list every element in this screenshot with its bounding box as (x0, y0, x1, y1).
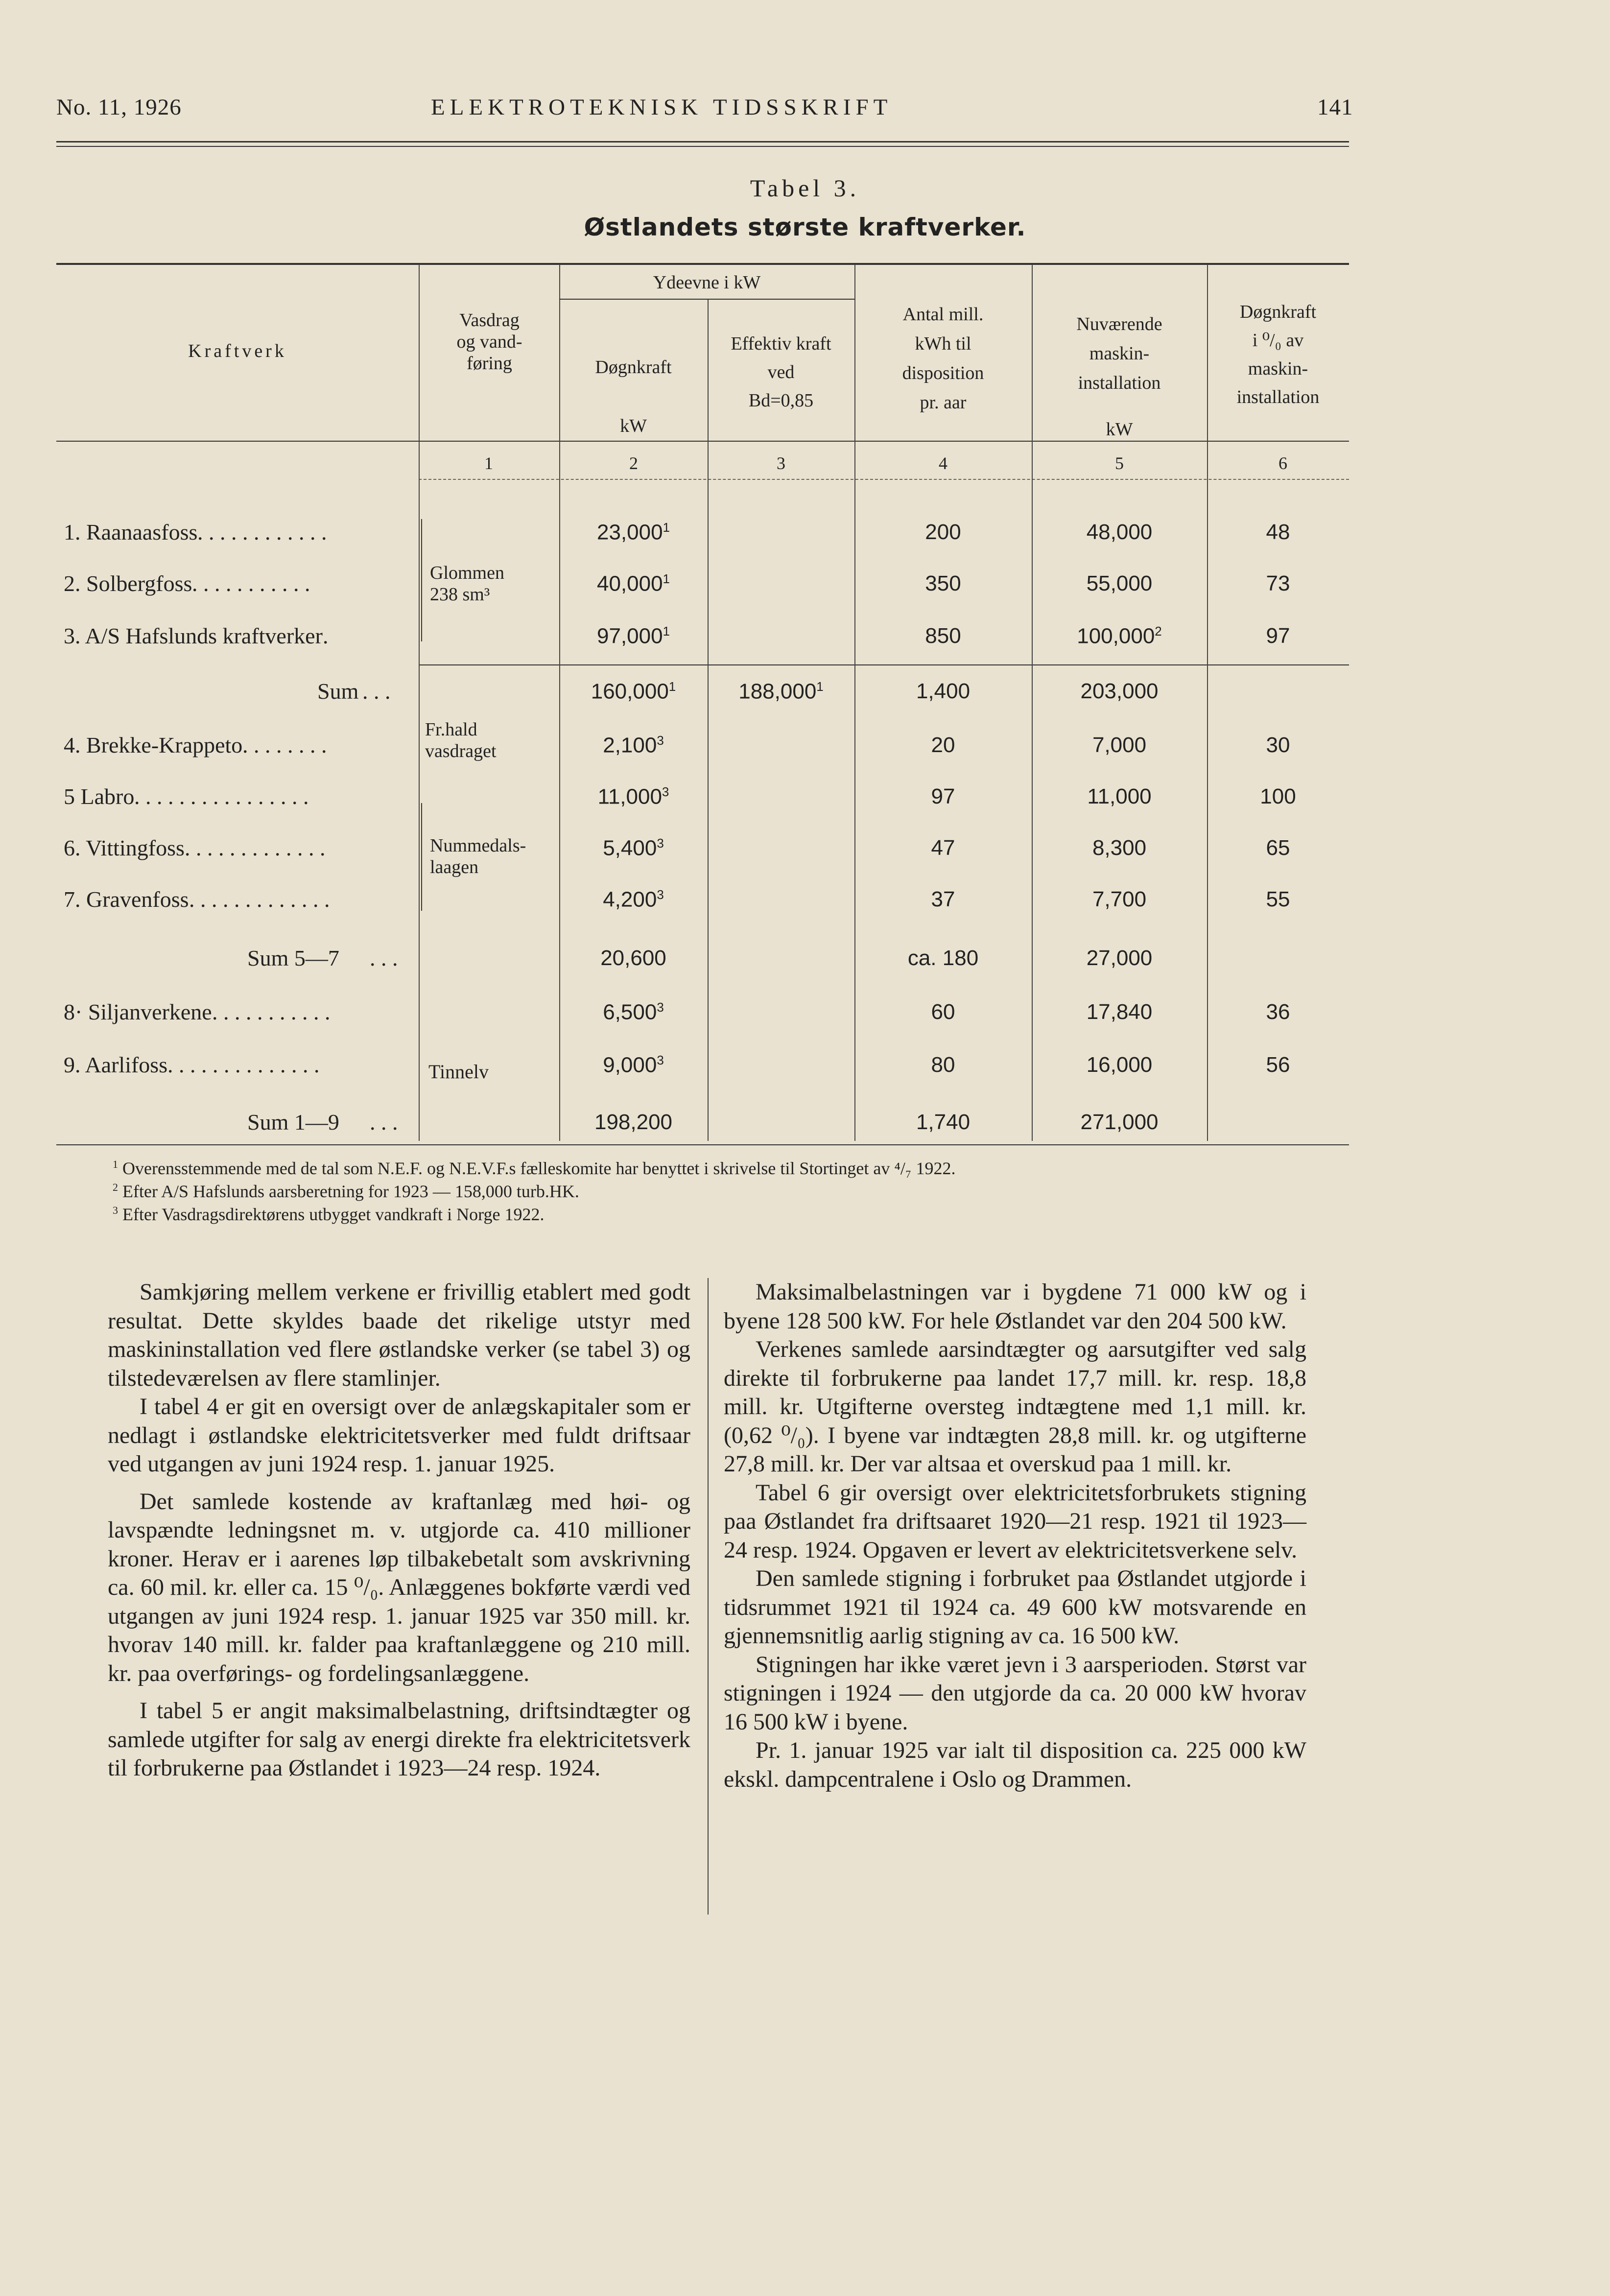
cell-dognkraft: 97,000$^1$ (596, 624, 670, 648)
cell-antal: 80 (931, 1053, 955, 1077)
paragraph: Verkenes samlede aarsindtægter og aarsutgifter ved salg direkte til forbrukerne paa landet 17,7 mill. kr. resp. 18,8 mill. kr. Utgifterne oversteg indtægtene med 1,1 mill. kr. (0,62 ⁰/₀). I byene var indtægten 28,8 mill. kr. og utgifterne 27,8 mill. kr. Der var altsaa et overskud paa 1 mill. kr. (724, 1336, 1306, 1477)
row-leader-dots: . . . . . . . . . . . . . (185, 835, 326, 860)
cell-antal: ca. 180 (907, 946, 979, 970)
row-leader-dots: . . . . . . . . . . . . . . . . (134, 784, 309, 809)
cell-antal: 850 (925, 624, 961, 648)
header-antal-kwh: Antal mill. kWh til disposition pr. aar (902, 304, 984, 413)
colnum-6: 6 (1279, 453, 1287, 473)
nummedal-bracket (421, 803, 427, 911)
cell-nuvaerende: 271,000 (1080, 1110, 1159, 1134)
vasdrag-glommen: Glommen 238 sm³ (430, 563, 504, 605)
row-leader-dots: . . . (370, 1110, 398, 1135)
vasdrag-tinnelv: Tinnelv (428, 1061, 489, 1083)
table-bottom-rule (56, 1144, 1349, 1145)
header-dognkraft: Døgnkraft (595, 357, 672, 378)
cell-antal: 60 (931, 1000, 955, 1024)
ydeevne-rule (559, 299, 854, 300)
header-dognkraft-unit: kW (620, 416, 647, 436)
cell-dognkraft: 23,000$^1$ (596, 520, 670, 544)
header-vasdrag: Vasdrag og vand- føring (456, 310, 522, 374)
colnum-4: 4 (939, 453, 947, 473)
header-nuvaerende: Nuværende maskin- installation (1076, 314, 1162, 393)
issue-number: No. 11, 1926 (56, 95, 182, 120)
header-rule-bottom (56, 146, 1349, 147)
cell-nuvaerende: 48,000 (1086, 520, 1153, 544)
paragraph: Den samlede stigning i forbruket paa Østlandet utgjorde i tidsrummet 1921 til 1924 ca. 49 600 kW motsvarende en gjennemsnitlig aarlig stigning av ca. 16 500 kW. (724, 1565, 1306, 1649)
cell-dognkraft: 4,200$^3$ (603, 887, 664, 912)
cell-dognkraft: 5,400$^3$ (603, 836, 664, 860)
cell-nuvaerende: 8,300 (1092, 836, 1147, 860)
cell-antal: 1,400 (916, 679, 971, 703)
cell-pct: 48 (1266, 520, 1290, 544)
cell-pct: 65 (1266, 836, 1290, 860)
cell-dognkraft: 198,200 (594, 1110, 673, 1134)
header-pct: Døgnkraft i ⁰/₀ av maskin- installation (1236, 302, 1320, 407)
row-leader-dots: . (323, 623, 329, 648)
cell-dognkraft: 6,500$^3$ (603, 1000, 664, 1024)
header-rule-top (56, 141, 1349, 142)
row-name: Sum 5—7 (247, 946, 339, 970)
row-name: 8· Siljanverkene (64, 999, 212, 1024)
row-name: Sum (317, 679, 359, 704)
row-leader-dots: . . . . . . . . . . . . (197, 520, 327, 544)
row-leader-dots: . . . (370, 946, 398, 970)
row-leader-dots: . . . . . . . . . . . . . (189, 887, 330, 912)
body-left-column (108, 1278, 690, 1783)
cell-antal: 37 (931, 887, 955, 911)
footnote-1: $^1$ Overensstemmende med de tal som N.E.F. og N.E.V.F.s fælleskomite har benyttet i skrivelse til Stortinget av ⁴/₇ 1922. (113, 1158, 956, 1178)
colnum-1: 1 (484, 453, 493, 473)
row-name: 3. A/S Hafslunds kraftverker (64, 623, 323, 648)
paragraph: Maksimalbelastningen var i bygdene 71 000 kW og i byene 128 500 kW. For hele Østlandet var den 204 500 kW. (724, 1279, 1306, 1334)
row-name: 5 Labro (64, 784, 135, 809)
table-top-rule (56, 263, 1349, 265)
cell-nuvaerende: 100,000$^2$ (1077, 624, 1162, 648)
colnum-5: 5 (1115, 453, 1124, 473)
cell-effektiv: 188,000$^1$ (738, 679, 824, 704)
cell-pct: 97 (1266, 624, 1290, 648)
table-title: Østlandets største kraftverker. (584, 213, 1026, 241)
colnum-2: 2 (629, 453, 638, 473)
row-name: 9. Aarlifoss (64, 1052, 168, 1077)
cell-dognkraft: 2,100$^3$ (603, 733, 664, 757)
cell-pct: 36 (1266, 1000, 1290, 1024)
row-leader-dots: . . . . . . . . (242, 733, 327, 757)
cell-dognkraft: 20,600 (600, 946, 666, 970)
glommen-bracket (421, 519, 427, 641)
colnum-3: 3 (777, 453, 785, 473)
paragraph: Tabel 6 gir oversigt over elektricitetsforbrukets stigning paa Østlandet fra driftsaaret 1920—21 resp. 1921 til 1923—24 resp. 1924. Opgaven er levert av elektricitetsverkene selv. (724, 1479, 1306, 1563)
vasdrag-frhald: Fr.hald vasdraget (425, 719, 497, 761)
page-number: 141 (1317, 95, 1353, 120)
row-name: 6. Vittingfoss (64, 835, 185, 860)
cell-antal: 350 (925, 571, 961, 595)
cell-dognkraft: 160,000$^1$ (591, 679, 676, 704)
column-divider (708, 1278, 709, 1915)
cell-antal: 47 (931, 836, 955, 860)
paragraph: Pr. 1. januar 1925 var ialt til disposition ca. 225 000 kW ekskl. dampcentralene i Oslo og Drammen. (724, 1737, 1306, 1792)
cell-pct: 100 (1260, 784, 1296, 808)
footnote-3: $^3$ Efter Vasdragsdirektørens utbygget vandkraft i Norge 1922. (113, 1204, 545, 1224)
group1-rule (419, 664, 1349, 665)
body-right-column (724, 1278, 1306, 1794)
cell-pct: 30 (1266, 733, 1290, 757)
table-label: Tabel 3. (750, 174, 860, 202)
cell-pct: 55 (1266, 887, 1290, 911)
cell-antal: 1,740 (916, 1110, 971, 1134)
header-effektiv-kraft: Effektiv kraft ved Bd=0,85 (731, 333, 831, 411)
row-name: Sum 1—9 (247, 1110, 339, 1135)
cell-nuvaerende: 17,840 (1086, 1000, 1153, 1024)
vasdrag-nummedalslaagen: Nummedals- laagen (430, 835, 526, 877)
paragraph: I tabel 5 er angit maksimalbelastning, driftsindtægter og samlede utgifter for salg av energi direkte fra elektricitetsverk til forbrukerne paa Østlandet i 1923—24 resp. 1924. (108, 1698, 690, 1781)
journal-title: ELEKTROTEKNISK TIDSSKRIFT (431, 95, 893, 120)
row-name: 2. Solbergfoss (64, 571, 192, 596)
row-name: 4. Brekke-Krappeto (64, 733, 243, 757)
cell-nuvaerende: 11,000 (1087, 784, 1152, 808)
cell-antal: 97 (931, 784, 955, 808)
row-leader-dots: . . . . . . . . . . . (192, 571, 310, 596)
cell-pct: 56 (1266, 1053, 1290, 1077)
row-leader-dots: . . . (362, 679, 391, 704)
col-divider-1 (419, 264, 420, 1141)
header-ydeevne: Ydeevne i kW (653, 272, 761, 293)
row-leader-dots: . . . . . . . . . . . . . . (167, 1052, 320, 1077)
paragraph: I tabel 4 er git en oversigt over de anlægskapitaler som er nedlagt i østlandske elektricitetsverker med fuldt driftsaar ved utgangen av juni 1924 resp. 1. januar 1925. (108, 1394, 690, 1477)
row-name: 1. Raanaasfoss (64, 520, 198, 544)
cell-nuvaerende: 55,000 (1086, 571, 1153, 595)
cell-antal: 20 (931, 733, 955, 757)
footnote-2: $^2$ Efter A/S Hafslunds aarsberetning for 1923 — 158,000 turb.HK. (113, 1181, 579, 1201)
paragraph: Stigningen har ikke været jevn i 3 aarsperioden. Størst var stigningen i 1924 — den utgjorde da ca. 20 000 kW hvorav 16 500 kW i byene. (724, 1651, 1306, 1735)
cell-pct: 73 (1266, 571, 1290, 595)
cell-dognkraft: 11,000$^3$ (597, 784, 669, 809)
cell-nuvaerende: 7,000 (1092, 733, 1147, 757)
cell-dognkraft: 9,000$^3$ (603, 1053, 664, 1077)
cell-nuvaerende: 203,000 (1080, 679, 1159, 703)
row-leader-dots: . . . . . . . . . . . (212, 999, 331, 1024)
cell-antal: 200 (925, 520, 961, 544)
row-name: 7. Gravenfoss (64, 887, 189, 912)
cell-nuvaerende: 16,000 (1086, 1053, 1153, 1077)
colnum-dashed-rule (419, 479, 1349, 480)
paragraph: Samkjøring mellem verkene er frivillig etablert med godt resultat. Dette skyldes baade det rikelige utstyr med maskininstallation ved flere østlandske verker (se tabel 3) og tilstedeværelsen av flere stamlinjer. (108, 1279, 690, 1391)
cell-nuvaerende: 7,700 (1092, 887, 1147, 911)
header-nuvaerende-unit: kW (1106, 419, 1133, 440)
paragraph: Det samlede kostende av kraftanlæg med høi- og lavspændte ledningsnet m. v. utgjorde ca. 410 millioner kroner. Herav er i aarenes løp tilbakebetalt som avskrivning ca. 60 mil. kr. eller ca. 15 ⁰/₀. Anlæggenes bokførte værdi ved utgangen av juni 1924 resp. 1. januar 1925 var 350 mill. kr. hvorav 140 mill. kr. falder paa kraftanlæggene og 210 mill. kr. paa overførings- og fordelingsanlæggene. (108, 1488, 690, 1686)
header-kraftverk: Kraftverk (188, 341, 287, 361)
col-divider-3 (708, 299, 709, 1141)
cell-nuvaerende: 27,000 (1086, 946, 1153, 970)
table-header-rule (56, 441, 1349, 442)
cell-dognkraft: 40,000$^1$ (596, 571, 670, 596)
